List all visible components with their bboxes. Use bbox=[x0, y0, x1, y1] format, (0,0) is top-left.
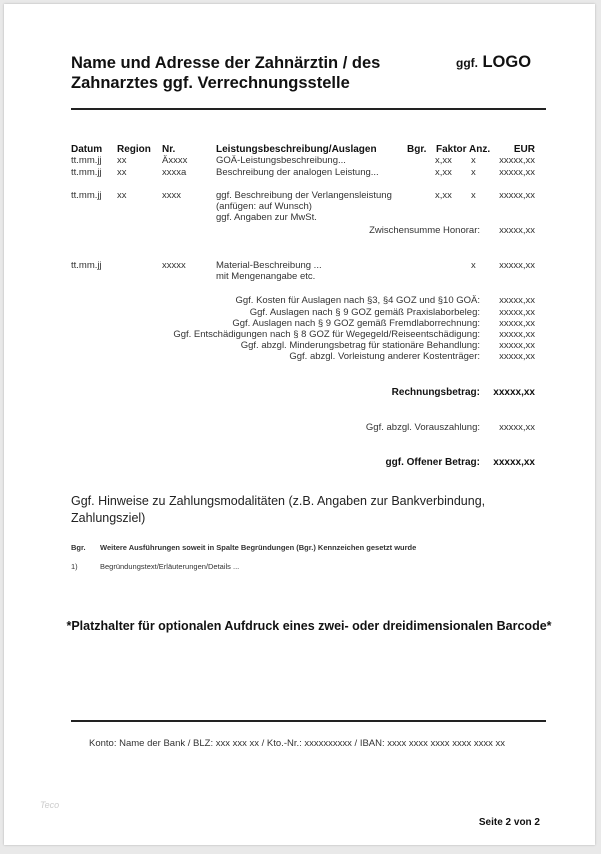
invoice-page bbox=[4, 4, 595, 845]
payment-hint: Ggf. Hinweise zu Zahlungsmodalitäten (z.B. Angaben zur Bankverbindung, Zahlungsziel) bbox=[71, 494, 486, 525]
offener-betrag-label: ggf. Offener Betrag: bbox=[385, 457, 480, 468]
row-anz: x bbox=[471, 190, 476, 201]
material-description-line2: mit Mengenangabe etc. bbox=[216, 271, 316, 282]
row-region: xx bbox=[117, 155, 127, 166]
begruendung-key-header: Bgr. bbox=[71, 543, 86, 552]
row-description: GOÄ-Leistungsbeschreibung... bbox=[216, 155, 346, 166]
cost-value: xxxxx,xx bbox=[499, 295, 535, 306]
cost-label: Ggf. abzgl. Minderungsbetrag für stationäre Behandlung: bbox=[240, 340, 480, 351]
row-anz: x bbox=[471, 167, 476, 178]
material-description: Material-Beschreibung ... bbox=[216, 260, 322, 271]
row-faktor: x,xx bbox=[435, 155, 452, 166]
rechnungsbetrag-label: Rechnungsbetrag: bbox=[391, 387, 480, 398]
title-line-2: Zahnarztes ggf. Verrechnungsstelle bbox=[71, 74, 350, 92]
page-number: Seite 2 von 2 bbox=[478, 817, 540, 828]
logo-placeholder bbox=[456, 53, 531, 72]
row-faktor: x,xx bbox=[435, 190, 452, 201]
col-header-leistung: Leistungsbeschreibung/Auslagen bbox=[216, 144, 377, 155]
material-datum: tt.mm.jj bbox=[71, 260, 102, 271]
cost-label: Ggf. Kosten für Auslagen nach §3, §4 GOZ und §10 GOÄ: bbox=[235, 295, 480, 306]
row-nr: Äxxxx bbox=[162, 155, 188, 166]
cost-label: Ggf. abzgl. Vorleistung anderer Kostenträger: bbox=[289, 351, 480, 362]
row-anz: x bbox=[471, 155, 476, 166]
logo-word: LOGO bbox=[482, 53, 532, 71]
footer-rule bbox=[71, 720, 546, 722]
header-rule bbox=[71, 108, 546, 110]
subtotal-value: xxxxx,xx bbox=[499, 225, 535, 236]
row-eur: xxxxx,xx bbox=[499, 155, 535, 166]
cost-value: xxxxx,xx bbox=[499, 329, 535, 340]
row-datum: tt.mm.jj bbox=[71, 167, 102, 178]
col-header-nr: Nr. bbox=[162, 144, 176, 155]
row-datum: tt.mm.jj bbox=[71, 190, 102, 201]
barcode-placeholder: *Platzhalter für optionalen Aufdruck eines zwei- oder dreidimensionalen Barcode* bbox=[66, 619, 552, 633]
col-header-region: Region bbox=[117, 144, 151, 155]
cost-value: xxxxx,xx bbox=[499, 340, 535, 351]
row-description-line2: (anfügen: auf Wunsch) bbox=[216, 201, 312, 212]
cost-value: xxxxx,xx bbox=[499, 318, 535, 329]
row-description: ggf. Beschreibung der Verlangensleistung bbox=[216, 190, 392, 201]
logo-prefix: ggf. bbox=[456, 56, 478, 70]
col-header-eur: EUR bbox=[513, 144, 535, 155]
watermark: Teco bbox=[40, 800, 60, 810]
rechnungsbetrag-value: xxxxx,xx bbox=[493, 387, 535, 398]
row-description: Beschreibung der analogen Leistung... bbox=[216, 167, 379, 178]
row-eur: xxxxx,xx bbox=[499, 190, 535, 201]
row-faktor: x,xx bbox=[435, 167, 452, 178]
cost-value: xxxxx,xx bbox=[499, 351, 535, 362]
row-region: xx bbox=[117, 167, 127, 178]
material-anz: x bbox=[471, 260, 476, 271]
material-eur: xxxxx,xx bbox=[499, 260, 535, 271]
row-description-line3: ggf. Angaben zur MwSt. bbox=[216, 212, 317, 223]
col-header-datum: Datum bbox=[71, 144, 103, 155]
practitioner-name-address bbox=[71, 53, 380, 93]
cost-label: Ggf. Auslagen nach § 9 GOZ gemäß Fremdlaborrechnung: bbox=[232, 318, 480, 329]
vorauszahlung-label: Ggf. abzgl. Vorauszahlung: bbox=[365, 422, 480, 433]
row-datum: tt.mm.jj bbox=[71, 155, 102, 166]
cost-value: xxxxx,xx bbox=[499, 307, 535, 318]
col-header-faktor: Faktor bbox=[436, 144, 467, 155]
material-nr: xxxxx bbox=[162, 260, 186, 271]
begruendung-header: Weitere Ausführungen soweit in Spalte Begründungen (Bgr.) Kennzeichen gesetzt wurde bbox=[100, 543, 417, 552]
title-line-1: Name und Adresse der Zahnärztin / des bbox=[71, 54, 381, 72]
row-eur: xxxxx,xx bbox=[499, 167, 535, 178]
row-nr: xxxxa bbox=[162, 167, 187, 178]
cost-label: Ggf. Auslagen nach § 9 GOZ gemäß Praxislaborbeleg: bbox=[249, 307, 480, 318]
begruendung-item-key: 1) bbox=[71, 562, 78, 571]
row-nr: xxxx bbox=[162, 190, 181, 201]
cost-label: Ggf. Entschädigungen nach § 8 GOZ für Wegegeld/Reiseentschädigung: bbox=[173, 329, 480, 340]
col-header-bgr: Bgr. bbox=[407, 144, 427, 155]
bank-details: Konto: Name der Bank / BLZ: xxx xxx xx / Kto.-Nr.: xxxxxxxxxx / IBAN: xxxx xxxx xxxx xxxx xxxx xx bbox=[89, 738, 505, 749]
begruendung-item-text: Begründungstext/Erläuterungen/Details ... bbox=[100, 562, 240, 571]
subtotal-label: Zwischensumme Honorar: bbox=[369, 225, 480, 236]
row-region: xx bbox=[117, 190, 127, 201]
offener-betrag-value: xxxxx,xx bbox=[493, 457, 535, 468]
vorauszahlung-value: xxxxx,xx bbox=[499, 422, 535, 433]
col-header-anz: Anz. bbox=[469, 144, 491, 155]
